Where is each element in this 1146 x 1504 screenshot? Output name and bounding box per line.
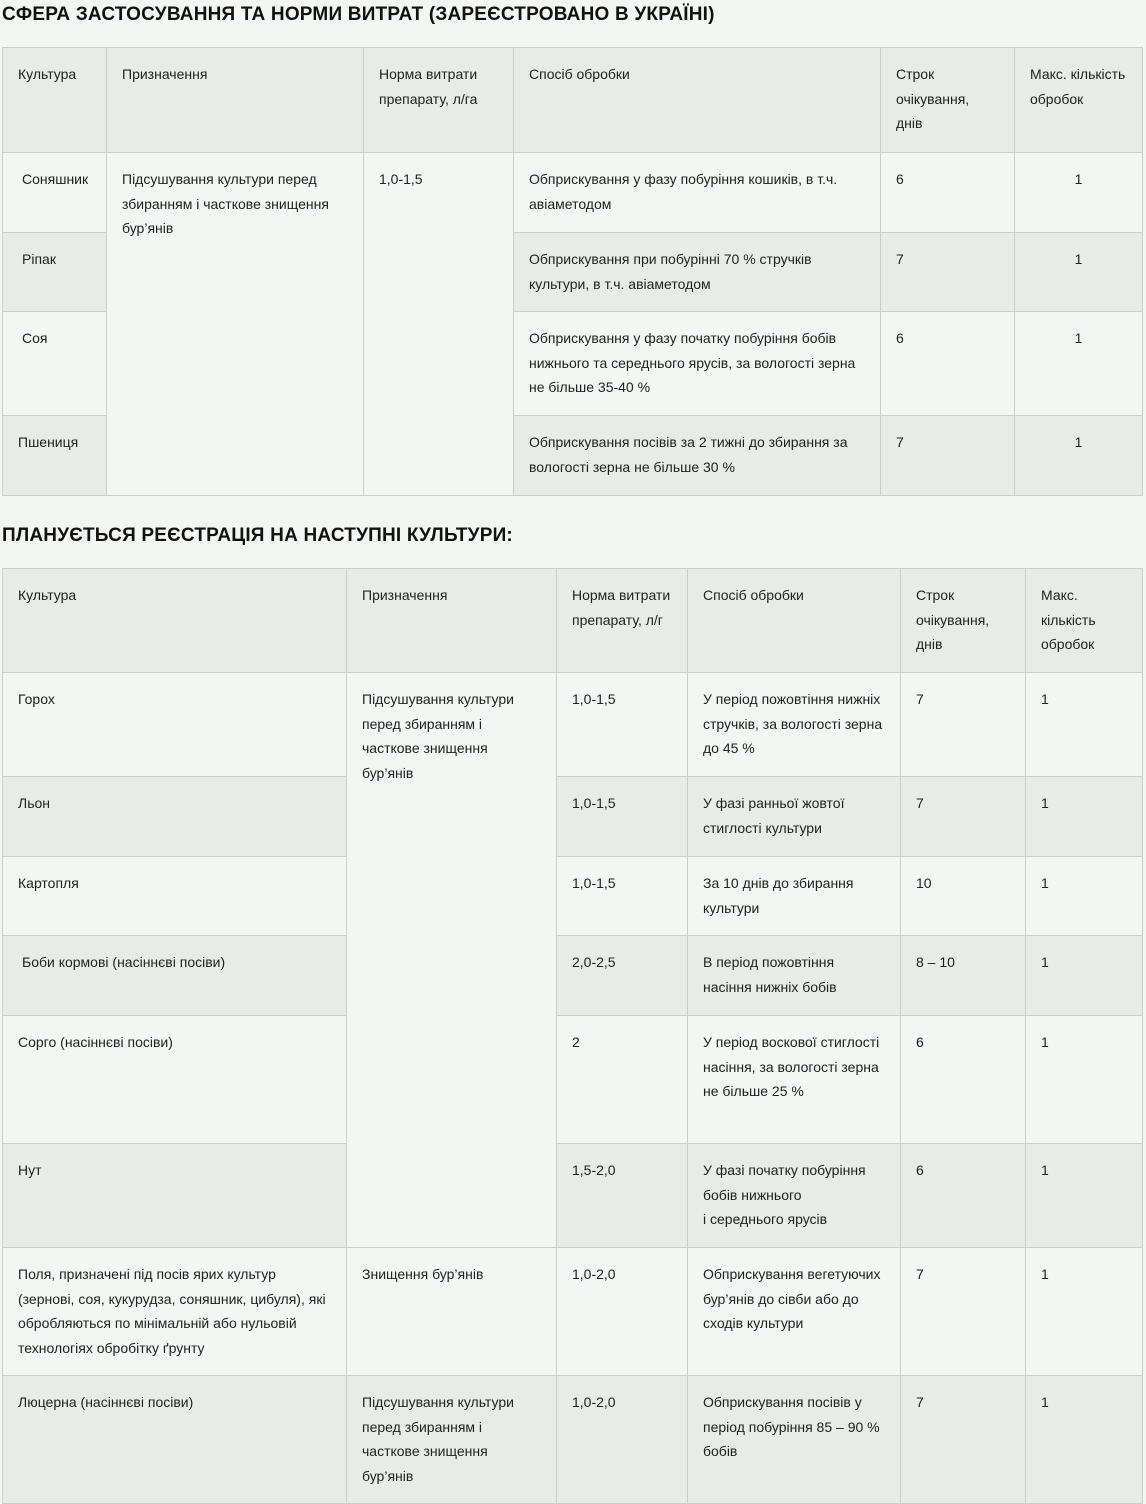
table-row <box>3 1248 1143 1376</box>
cell-purpose: Підсушування культури перед збиранням і часткове знищення бур’янів <box>107 153 364 496</box>
cell-method: Обприскування вегетуючих бур’янів до сівби або до сходів культури <box>688 1248 901 1376</box>
cell-wait: 6 <box>901 1144 1026 1248</box>
table-row <box>3 1376 1143 1504</box>
cell-wait: 7 <box>901 673 1026 777</box>
cell-max: 1 <box>1026 936 1143 1016</box>
cell-wait: 7 <box>901 1248 1026 1376</box>
cell-method: У фазі ранньої жовтої стиглості культури <box>688 777 901 857</box>
cell-method: У фазі початку побуріння бобів нижнього і середнього ярусів <box>688 1144 901 1248</box>
planned-registration-table <box>2 568 1143 1504</box>
table-row <box>3 1016 1143 1144</box>
section-title-planned: ПЛАНУЄТЬСЯ РЕЄСТРАЦІЯ НА НАСТУПНІ КУЛЬТУРИ: <box>2 525 513 546</box>
cell-method: Обприскування у фазу початку побуріння бобів нижнього та середнього ярусів, за вологості зерна не більше 35-40 % <box>514 312 881 416</box>
cell-wait: 7 <box>881 233 1015 312</box>
cell-wait: 7 <box>881 416 1015 496</box>
table-row <box>3 936 1143 1016</box>
cell-wait: 6 <box>881 153 1015 233</box>
cell-max: 1 <box>1015 416 1143 496</box>
table-row <box>3 1144 1143 1248</box>
cell-rate: 1,0-1,5 <box>557 673 688 777</box>
header-rate: Норма витрати препарату, л/г <box>557 569 688 673</box>
registered-usage-table <box>2 47 1143 496</box>
cell-method: За 10 днів до збирання культури <box>688 857 901 936</box>
cell-culture: Сорго (насіннєві посіви) <box>3 1016 347 1144</box>
table-row <box>3 673 1143 777</box>
cell-max: 1 <box>1026 777 1143 857</box>
cell-culture: Пшениця <box>3 416 107 496</box>
cell-max: 1 <box>1026 1016 1143 1144</box>
cell-wait: 7 <box>901 777 1026 857</box>
cell-culture: Соняшник <box>3 153 107 233</box>
header-rate: Норма витрати препарату, л/га <box>364 48 514 153</box>
cell-culture: Люцерна (насіннєві посіви) <box>3 1376 347 1504</box>
cell-method: В період пожовтіння насіння нижніх бобів <box>688 936 901 1016</box>
cell-rate: 1,0-1,5 <box>557 777 688 857</box>
cell-max: 1 <box>1015 233 1143 312</box>
cell-purpose: Підсушування культури перед збиранням і часткове знищення бур’янів <box>347 1376 557 1504</box>
cell-wait: 6 <box>901 1016 1026 1144</box>
cell-max: 1 <box>1026 857 1143 936</box>
header-wait: Строк очікування, днів <box>881 48 1015 153</box>
table-row <box>3 777 1143 857</box>
cell-culture: Боби кормові (насіннєві посіви) <box>3 936 347 1016</box>
header-method: Спосіб обробки <box>688 569 901 673</box>
table-header-row <box>3 569 1143 673</box>
cell-wait: 10 <box>901 857 1026 936</box>
cell-max: 1 <box>1026 1248 1143 1376</box>
cell-max: 1 <box>1026 1376 1143 1504</box>
header-max: Макс. кількість обробок <box>1015 48 1143 153</box>
cell-method: У період пожовтіння нижніх стручків, за вологості зерна до 45 % <box>688 673 901 777</box>
cell-culture: Горох <box>3 673 347 777</box>
cell-rate: 1,5-2,0 <box>557 1144 688 1248</box>
cell-culture: Картопля <box>3 857 347 936</box>
header-purpose: Призначення <box>347 569 557 673</box>
cell-wait: 8 – 10 <box>901 936 1026 1016</box>
cell-rate: 1,0-1,5 <box>364 153 514 496</box>
cell-rate: 1,0-1,5 <box>557 857 688 936</box>
cell-method: Обприскування при побурінні 70 % стручків культури, в т.ч. авіаметодом <box>514 233 881 312</box>
cell-culture: Льон <box>3 777 347 857</box>
cell-max: 1 <box>1026 673 1143 777</box>
section-title-registered: СФЕРА ЗАСТОСУВАННЯ ТА НОРМИ ВИТРАТ (ЗАРЕЄСТРОВАНО В УКРАЇНІ) <box>2 4 715 25</box>
cell-culture: Поля, призначені під посів ярих культур (зернові, соя, кукурудза, соняшник, цибуля), які обробляються по мінімальній або нульовій технологіях обробітку ґрунту <box>3 1248 347 1376</box>
table-header-row <box>3 48 1143 153</box>
cell-method: Обприскування посівів у період побуріння 85 – 90 % бобів <box>688 1376 901 1504</box>
table-row <box>3 153 1143 233</box>
cell-wait: 6 <box>881 312 1015 416</box>
cell-max: 1 <box>1015 312 1143 416</box>
cell-max: 1 <box>1026 1144 1143 1248</box>
header-culture: Культура <box>3 48 107 153</box>
cell-culture: Нут <box>3 1144 347 1248</box>
table-row <box>3 857 1143 936</box>
header-wait: Строк очікування, днів <box>901 569 1026 673</box>
cell-rate: 1,0-2,0 <box>557 1376 688 1504</box>
header-method: Спосіб обробки <box>514 48 881 153</box>
header-max: Макс. кількість обробок <box>1026 569 1143 673</box>
cell-purpose: Підсушування культури перед збиранням і часткове знищення бур’янів <box>347 673 557 1248</box>
cell-rate: 2 <box>557 1016 688 1144</box>
cell-method: Обприскування посівів за 2 тижні до збирання за вологості зерна не більше 30 % <box>514 416 881 496</box>
cell-culture: Ріпак <box>3 233 107 312</box>
cell-method: У період воскової стиглості насіння, за вологості зерна не більше 25 % <box>688 1016 901 1144</box>
header-purpose: Призначення <box>107 48 364 153</box>
cell-method: Обприскування у фазу побуріння кошиків, в т.ч. авіаметодом <box>514 153 881 233</box>
cell-rate: 2,0-2,5 <box>557 936 688 1016</box>
header-culture: Культура <box>3 569 347 673</box>
cell-max: 1 <box>1015 153 1143 233</box>
cell-culture: Соя <box>3 312 107 416</box>
cell-wait: 7 <box>901 1376 1026 1504</box>
cell-rate: 1,0-2,0 <box>557 1248 688 1376</box>
cell-purpose: Знищення бур’янів <box>347 1248 557 1376</box>
